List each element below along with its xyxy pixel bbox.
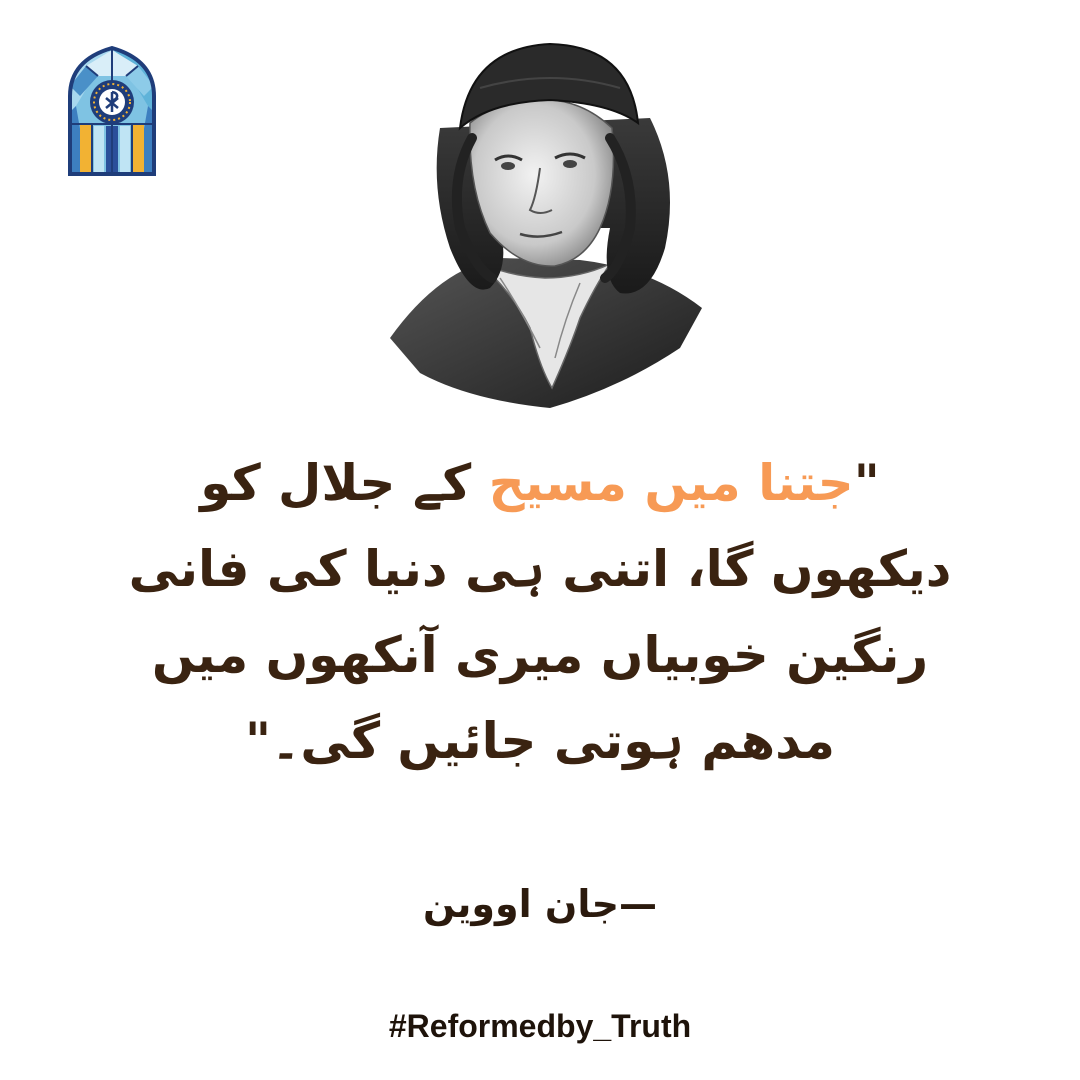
quote-line-1 — [80, 440, 1000, 526]
quote-attribution: —جان اووین — [422, 882, 658, 926]
quote-text — [80, 440, 1000, 784]
stained-glass-logo — [66, 46, 158, 176]
quote-highlight: جتنا میں مسیح — [488, 454, 854, 512]
quote-line-3: رنگین خوبیاں میری آنکھوں میں — [151, 626, 929, 684]
stained-glass-chi-rho-icon — [66, 46, 158, 176]
engraved-portrait-icon — [380, 28, 710, 410]
quote-open-mark: " — [853, 454, 880, 512]
portrait-illustration — [380, 28, 710, 410]
quote-line-2: دیکھوں گا، اتنی ہی دنیا کی فانی — [128, 540, 952, 598]
hashtag: #Reformedby_Truth — [388, 1008, 692, 1044]
quote-line-4: مدھم ہوتی جائیں گی۔" — [245, 712, 835, 770]
quote-line-1-rest: کے جلال کو — [200, 454, 489, 512]
